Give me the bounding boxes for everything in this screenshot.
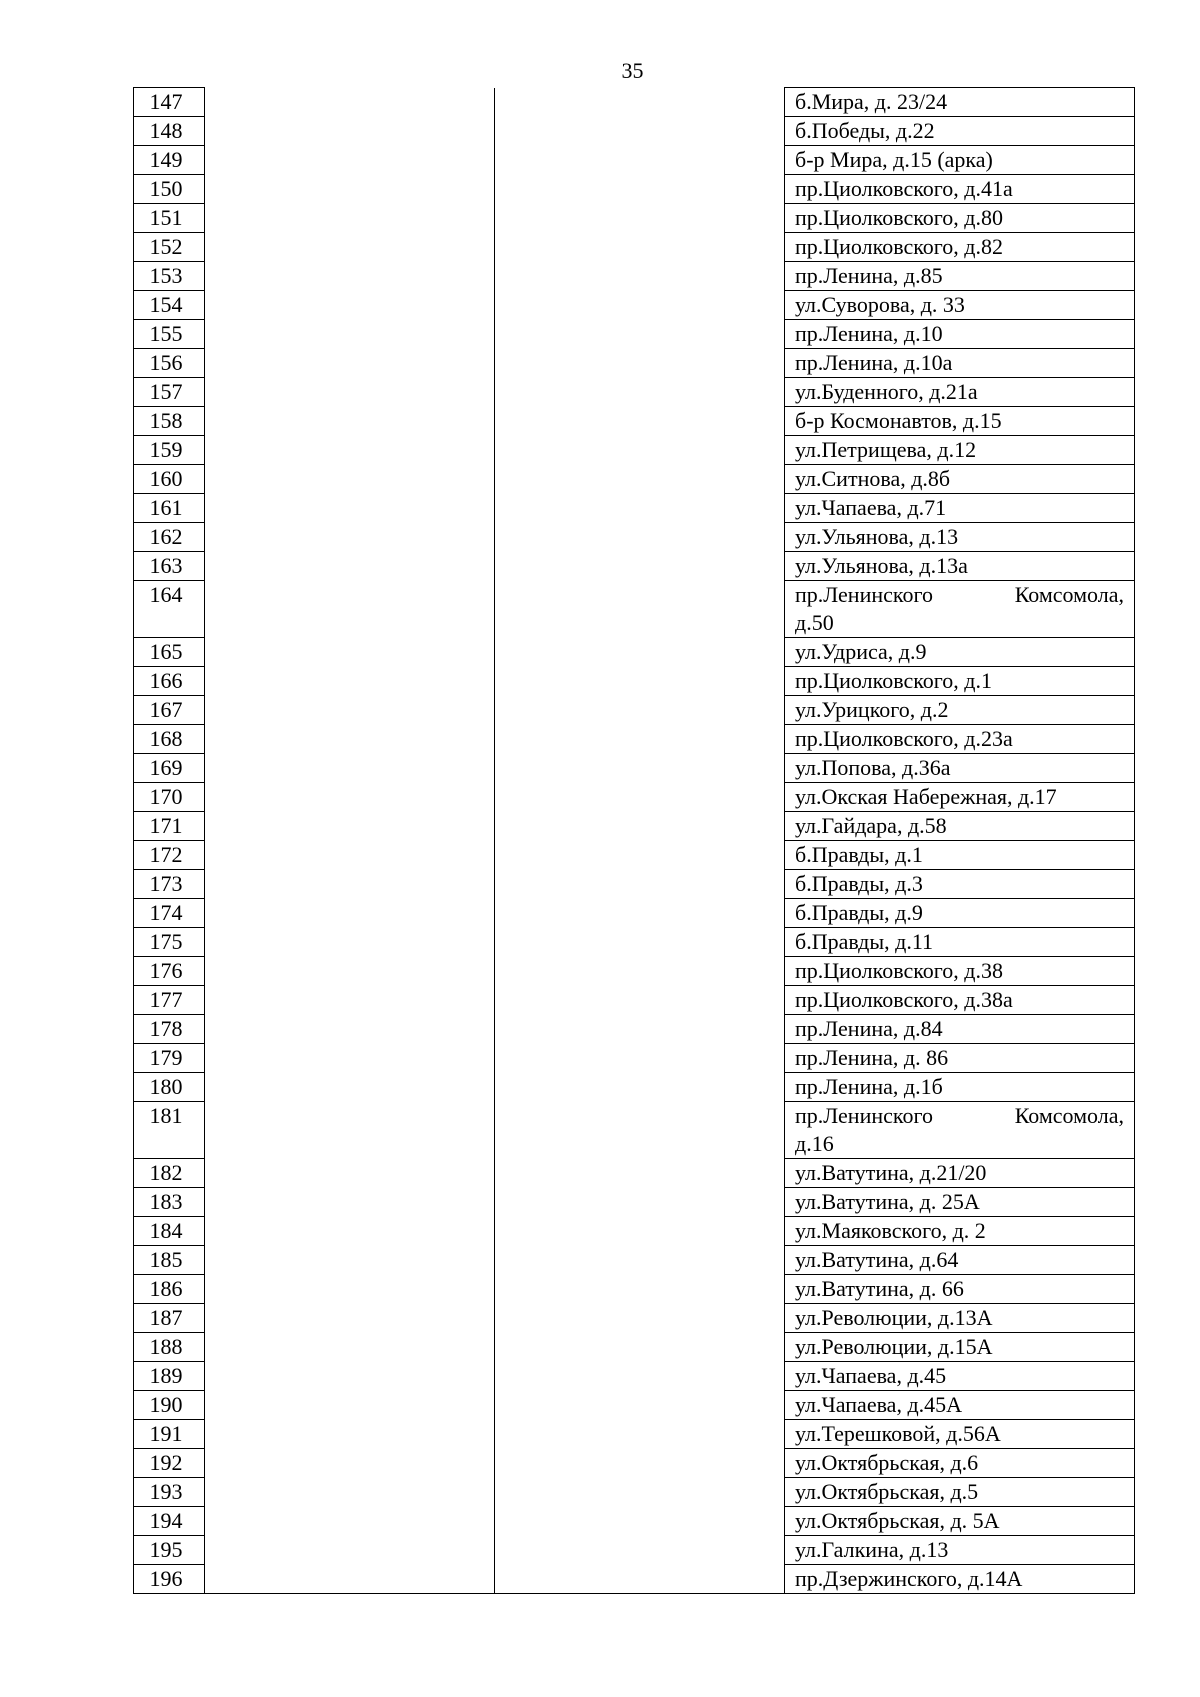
row-number: 152 bbox=[134, 233, 205, 262]
address-cell: ул.Чапаева, д.45А bbox=[785, 1391, 1135, 1420]
row-number: 159 bbox=[134, 436, 205, 465]
address-cell: б.Мира, д. 23/24 bbox=[785, 88, 1135, 117]
table-row bbox=[134, 407, 1135, 436]
address-cell: ул.Октябрьская, д. 5А bbox=[785, 1507, 1135, 1536]
table-row bbox=[134, 1159, 1135, 1188]
row-number: 191 bbox=[134, 1420, 205, 1449]
table-row bbox=[134, 783, 1135, 812]
row-number: 188 bbox=[134, 1333, 205, 1362]
empty-cell bbox=[495, 957, 785, 986]
address-cell: б.Правды, д.1 bbox=[785, 841, 1135, 870]
empty-cell bbox=[205, 494, 495, 523]
empty-cell bbox=[205, 117, 495, 146]
row-number: 165 bbox=[134, 638, 205, 667]
address-cell: пр.Ленина, д. 86 bbox=[785, 1044, 1135, 1073]
empty-cell bbox=[205, 523, 495, 552]
empty-cell bbox=[205, 1188, 495, 1217]
empty-cell bbox=[495, 378, 785, 407]
address-cell: ул.Чапаева, д.45 bbox=[785, 1362, 1135, 1391]
row-number: 149 bbox=[134, 146, 205, 175]
empty-cell bbox=[495, 1159, 785, 1188]
empty-cell bbox=[205, 1362, 495, 1391]
table-row bbox=[134, 204, 1135, 233]
row-number: 182 bbox=[134, 1159, 205, 1188]
address-line-2: д.16 bbox=[795, 1131, 834, 1156]
row-number: 186 bbox=[134, 1275, 205, 1304]
empty-cell bbox=[205, 754, 495, 783]
row-number: 153 bbox=[134, 262, 205, 291]
address-cell: ул.Ситнова, д.8б bbox=[785, 465, 1135, 494]
empty-cell bbox=[495, 1536, 785, 1565]
address-cell: пр.Циолковского, д.41а bbox=[785, 175, 1135, 204]
address-cell: ул.Окская Набережная, д.17 bbox=[785, 783, 1135, 812]
table-row bbox=[134, 117, 1135, 146]
address-cell: пр.Циолковского, д.82 bbox=[785, 233, 1135, 262]
table-row bbox=[134, 899, 1135, 928]
empty-cell bbox=[205, 233, 495, 262]
empty-cell bbox=[495, 754, 785, 783]
table-row bbox=[134, 581, 1135, 638]
row-number: 185 bbox=[134, 1246, 205, 1275]
address-line-2: д.50 bbox=[795, 610, 834, 635]
table-row bbox=[134, 957, 1135, 986]
row-number: 160 bbox=[134, 465, 205, 494]
row-number: 157 bbox=[134, 378, 205, 407]
empty-cell bbox=[205, 1159, 495, 1188]
address-cell: ул.Ульянова, д.13 bbox=[785, 523, 1135, 552]
empty-cell bbox=[205, 552, 495, 581]
row-number: 196 bbox=[134, 1565, 205, 1594]
empty-cell bbox=[205, 1565, 495, 1594]
address-cell: б.Правды, д.11 bbox=[785, 928, 1135, 957]
empty-cell bbox=[495, 1304, 785, 1333]
empty-cell bbox=[495, 1275, 785, 1304]
row-number: 178 bbox=[134, 1015, 205, 1044]
address-cell: пр.Циолковского, д.80 bbox=[785, 204, 1135, 233]
empty-cell bbox=[205, 465, 495, 494]
row-number: 164 bbox=[134, 581, 205, 638]
table-row bbox=[134, 1536, 1135, 1565]
row-number: 183 bbox=[134, 1188, 205, 1217]
empty-cell bbox=[205, 1102, 495, 1159]
empty-cell bbox=[205, 812, 495, 841]
table-row bbox=[134, 1391, 1135, 1420]
table-row bbox=[134, 841, 1135, 870]
row-number: 179 bbox=[134, 1044, 205, 1073]
row-number: 177 bbox=[134, 986, 205, 1015]
empty-cell bbox=[205, 349, 495, 378]
table-row bbox=[134, 1478, 1135, 1507]
row-number: 195 bbox=[134, 1536, 205, 1565]
row-number: 170 bbox=[134, 783, 205, 812]
row-number: 163 bbox=[134, 552, 205, 581]
empty-cell bbox=[495, 494, 785, 523]
empty-cell bbox=[205, 1304, 495, 1333]
table-row bbox=[134, 1275, 1135, 1304]
table-row bbox=[134, 1449, 1135, 1478]
empty-cell bbox=[205, 146, 495, 175]
empty-cell bbox=[205, 88, 495, 117]
row-number: 171 bbox=[134, 812, 205, 841]
empty-cell bbox=[495, 1015, 785, 1044]
row-number: 184 bbox=[134, 1217, 205, 1246]
empty-cell bbox=[495, 1246, 785, 1275]
table-row bbox=[134, 870, 1135, 899]
row-number: 158 bbox=[134, 407, 205, 436]
address-cell: ул.Революции, д.13А bbox=[785, 1304, 1135, 1333]
address-cell: пр.Ленина, д.10а bbox=[785, 349, 1135, 378]
empty-cell bbox=[495, 667, 785, 696]
row-number: 161 bbox=[134, 494, 205, 523]
empty-cell bbox=[205, 1391, 495, 1420]
empty-cell bbox=[495, 783, 785, 812]
empty-cell bbox=[495, 638, 785, 667]
row-number: 168 bbox=[134, 725, 205, 754]
empty-cell bbox=[495, 1420, 785, 1449]
table-row bbox=[134, 812, 1135, 841]
row-number: 181 bbox=[134, 1102, 205, 1159]
empty-cell bbox=[495, 696, 785, 725]
empty-cell bbox=[205, 320, 495, 349]
row-number: 148 bbox=[134, 117, 205, 146]
empty-cell bbox=[495, 1073, 785, 1102]
empty-cell bbox=[495, 1188, 785, 1217]
empty-cell bbox=[205, 291, 495, 320]
address-cell: пр.Циолковского, д.1 bbox=[785, 667, 1135, 696]
table-row bbox=[134, 465, 1135, 494]
empty-cell bbox=[205, 436, 495, 465]
empty-cell bbox=[495, 1478, 785, 1507]
empty-cell bbox=[495, 1333, 785, 1362]
empty-cell bbox=[495, 262, 785, 291]
empty-cell bbox=[205, 1044, 495, 1073]
table-row bbox=[134, 1304, 1135, 1333]
table-row bbox=[134, 1246, 1135, 1275]
empty-cell bbox=[495, 581, 785, 638]
table-row bbox=[134, 291, 1135, 320]
address-table bbox=[133, 87, 1135, 1594]
row-number: 147 bbox=[134, 88, 205, 117]
table-row bbox=[134, 986, 1135, 1015]
row-number: 151 bbox=[134, 204, 205, 233]
address-cell: б.Победы, д.22 bbox=[785, 117, 1135, 146]
address-cell: ул.Удриса, д.9 bbox=[785, 638, 1135, 667]
address-cell: ул.Гайдара, д.58 bbox=[785, 812, 1135, 841]
address-cell: пр.Ленина, д.85 bbox=[785, 262, 1135, 291]
row-number: 156 bbox=[134, 349, 205, 378]
empty-cell bbox=[205, 1478, 495, 1507]
row-number: 172 bbox=[134, 841, 205, 870]
address-cell bbox=[785, 1102, 1135, 1159]
address-cell: б.Правды, д.3 bbox=[785, 870, 1135, 899]
empty-cell bbox=[495, 436, 785, 465]
page-number: 35 bbox=[621, 58, 644, 83]
empty-cell bbox=[205, 1275, 495, 1304]
empty-cell bbox=[495, 986, 785, 1015]
empty-cell bbox=[495, 1391, 785, 1420]
address-cell: пр.Циолковского, д.38а bbox=[785, 986, 1135, 1015]
table-row bbox=[134, 175, 1135, 204]
address-cell: ул.Ульянова, д.13а bbox=[785, 552, 1135, 581]
address-cell: б-р Космонавтов, д.15 bbox=[785, 407, 1135, 436]
empty-cell bbox=[495, 1362, 785, 1391]
address-line-1: пр.Ленинского Комсомола, bbox=[795, 1103, 1124, 1128]
empty-cell bbox=[205, 986, 495, 1015]
address-cell: ул.Маяковского, д. 2 bbox=[785, 1217, 1135, 1246]
empty-cell bbox=[205, 581, 495, 638]
empty-cell bbox=[495, 841, 785, 870]
empty-cell bbox=[495, 1102, 785, 1159]
address-cell: пр.Дзержинского, д.14А bbox=[785, 1565, 1135, 1594]
row-number: 150 bbox=[134, 175, 205, 204]
table-row bbox=[134, 928, 1135, 957]
table-row bbox=[134, 696, 1135, 725]
address-cell: ул.Петрищева, д.12 bbox=[785, 436, 1135, 465]
empty-cell bbox=[495, 1044, 785, 1073]
empty-cell bbox=[205, 1420, 495, 1449]
empty-cell bbox=[205, 1073, 495, 1102]
row-number: 166 bbox=[134, 667, 205, 696]
address-cell: пр.Ленина, д.1б bbox=[785, 1073, 1135, 1102]
empty-cell bbox=[495, 1449, 785, 1478]
table-row bbox=[134, 1507, 1135, 1536]
row-number: 169 bbox=[134, 754, 205, 783]
empty-cell bbox=[205, 899, 495, 928]
row-number: 190 bbox=[134, 1391, 205, 1420]
empty-cell bbox=[495, 233, 785, 262]
empty-cell bbox=[495, 349, 785, 378]
empty-cell bbox=[495, 899, 785, 928]
empty-cell bbox=[205, 1507, 495, 1536]
address-table-body bbox=[134, 88, 1135, 1594]
empty-cell bbox=[495, 1217, 785, 1246]
address-cell: пр.Ленина, д.84 bbox=[785, 1015, 1135, 1044]
row-number: 189 bbox=[134, 1362, 205, 1391]
address-cell: пр.Ленина, д.10 bbox=[785, 320, 1135, 349]
address-cell: ул.Революции, д.15А bbox=[785, 1333, 1135, 1362]
empty-cell bbox=[495, 812, 785, 841]
table-row bbox=[134, 1420, 1135, 1449]
table-row bbox=[134, 638, 1135, 667]
row-number: 175 bbox=[134, 928, 205, 957]
empty-cell bbox=[495, 725, 785, 754]
address-cell bbox=[785, 581, 1135, 638]
address-cell: ул.Ватутина, д. 66 bbox=[785, 1275, 1135, 1304]
empty-cell bbox=[495, 1507, 785, 1536]
empty-cell bbox=[205, 1217, 495, 1246]
empty-cell bbox=[205, 407, 495, 436]
table-row bbox=[134, 1044, 1135, 1073]
empty-cell bbox=[495, 320, 785, 349]
address-cell: пр.Циолковского, д.23а bbox=[785, 725, 1135, 754]
table-row bbox=[134, 1565, 1135, 1594]
address-cell: ул.Ватутина, д. 25А bbox=[785, 1188, 1135, 1217]
empty-cell bbox=[495, 523, 785, 552]
address-cell: ул.Ватутина, д.21/20 bbox=[785, 1159, 1135, 1188]
empty-cell bbox=[205, 638, 495, 667]
row-number: 193 bbox=[134, 1478, 205, 1507]
address-cell: ул.Октябрьская, д.6 bbox=[785, 1449, 1135, 1478]
table-row bbox=[134, 262, 1135, 291]
empty-cell bbox=[495, 117, 785, 146]
empty-cell bbox=[205, 928, 495, 957]
empty-cell bbox=[495, 291, 785, 320]
table-row bbox=[134, 1333, 1135, 1362]
row-number: 192 bbox=[134, 1449, 205, 1478]
row-number: 174 bbox=[134, 899, 205, 928]
address-cell: б.Правды, д.9 bbox=[785, 899, 1135, 928]
table-row bbox=[134, 1073, 1135, 1102]
table-row bbox=[134, 436, 1135, 465]
empty-cell bbox=[205, 667, 495, 696]
row-number: 180 bbox=[134, 1073, 205, 1102]
empty-cell bbox=[495, 204, 785, 233]
row-number: 176 bbox=[134, 957, 205, 986]
empty-cell bbox=[495, 88, 785, 117]
address-cell: б-р Мира, д.15 (арка) bbox=[785, 146, 1135, 175]
empty-cell bbox=[205, 783, 495, 812]
table-row bbox=[134, 1217, 1135, 1246]
table-row bbox=[134, 754, 1135, 783]
address-cell: ул.Урицкого, д.2 bbox=[785, 696, 1135, 725]
row-number: 194 bbox=[134, 1507, 205, 1536]
empty-cell bbox=[205, 1536, 495, 1565]
address-cell: ул.Суворова, д. 33 bbox=[785, 291, 1135, 320]
address-line-1: пр.Ленинского Комсомола, bbox=[795, 582, 1124, 607]
empty-cell bbox=[205, 262, 495, 291]
empty-cell bbox=[495, 146, 785, 175]
empty-cell bbox=[205, 175, 495, 204]
empty-cell bbox=[205, 1246, 495, 1275]
empty-cell bbox=[205, 841, 495, 870]
row-number: 167 bbox=[134, 696, 205, 725]
table-row bbox=[134, 1362, 1135, 1391]
row-number: 187 bbox=[134, 1304, 205, 1333]
empty-cell bbox=[205, 1015, 495, 1044]
empty-cell bbox=[495, 928, 785, 957]
table-row bbox=[134, 1188, 1135, 1217]
empty-cell bbox=[205, 1333, 495, 1362]
empty-cell bbox=[495, 175, 785, 204]
row-number: 162 bbox=[134, 523, 205, 552]
address-cell: ул.Галкина, д.13 bbox=[785, 1536, 1135, 1565]
empty-cell bbox=[495, 1565, 785, 1594]
address-cell: ул.Буденного, д.21а bbox=[785, 378, 1135, 407]
empty-cell bbox=[495, 407, 785, 436]
address-cell: ул.Ватутина, д.64 bbox=[785, 1246, 1135, 1275]
empty-cell bbox=[495, 552, 785, 581]
address-cell: ул.Октябрьская, д.5 bbox=[785, 1478, 1135, 1507]
empty-cell bbox=[205, 957, 495, 986]
empty-cell bbox=[205, 870, 495, 899]
empty-cell bbox=[205, 696, 495, 725]
empty-cell bbox=[205, 725, 495, 754]
address-cell: ул.Попова, д.36а bbox=[785, 754, 1135, 783]
table-row bbox=[134, 523, 1135, 552]
table-row bbox=[134, 146, 1135, 175]
row-number: 155 bbox=[134, 320, 205, 349]
row-number: 154 bbox=[134, 291, 205, 320]
table-row bbox=[134, 494, 1135, 523]
table-row bbox=[134, 349, 1135, 378]
table-row bbox=[134, 320, 1135, 349]
empty-cell bbox=[205, 378, 495, 407]
table-row bbox=[134, 725, 1135, 754]
table-row bbox=[134, 1102, 1135, 1159]
empty-cell bbox=[495, 465, 785, 494]
empty-cell bbox=[205, 1449, 495, 1478]
table-row bbox=[134, 552, 1135, 581]
table-row bbox=[134, 1015, 1135, 1044]
row-number: 173 bbox=[134, 870, 205, 899]
address-cell: ул.Чапаева, д.71 bbox=[785, 494, 1135, 523]
empty-cell bbox=[495, 870, 785, 899]
table-row bbox=[134, 233, 1135, 262]
empty-cell bbox=[205, 204, 495, 233]
table-row bbox=[134, 378, 1135, 407]
table-row bbox=[134, 88, 1135, 117]
address-cell: пр.Циолковского, д.38 bbox=[785, 957, 1135, 986]
address-cell: ул.Терешковой, д.56А bbox=[785, 1420, 1135, 1449]
table-row bbox=[134, 667, 1135, 696]
